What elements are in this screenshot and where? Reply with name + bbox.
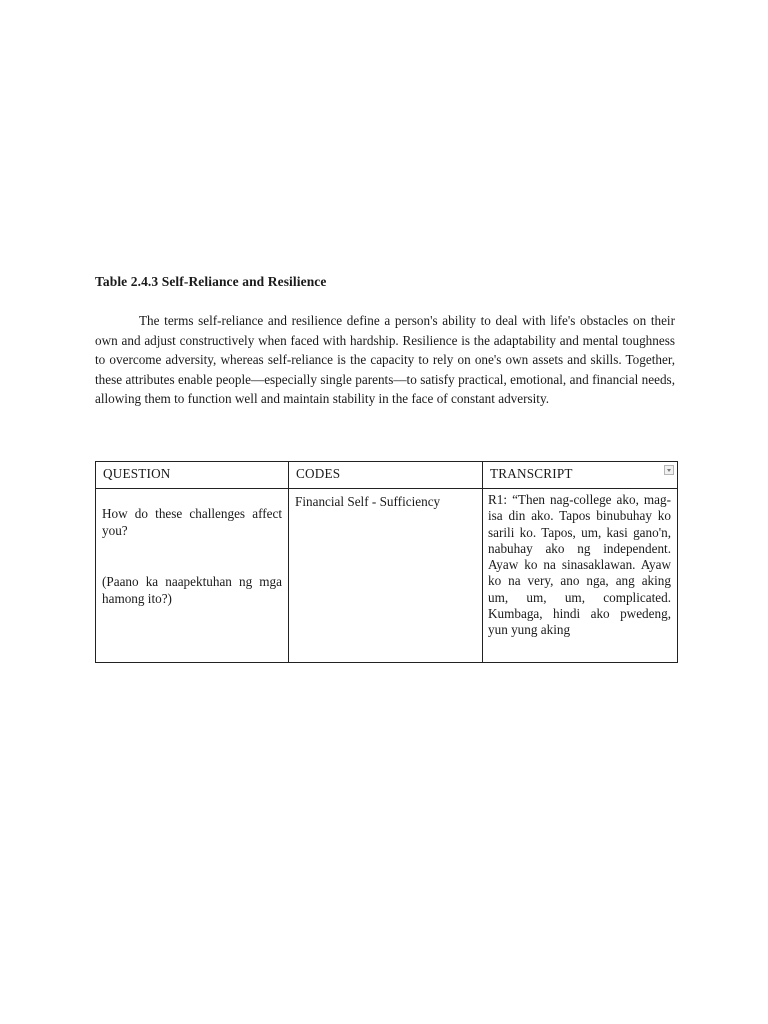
table-title: Table 2.4.3 Self-Reliance and Resilience (95, 274, 327, 289)
header-question (96, 462, 289, 489)
intro-paragraph: The terms self-reliance and resilience define a person's ability to deal with life's obstacles on their own and adjust constructively when faced with hardship. Resilience is the adaptability and mental toughness to overcome adversity, whereas self-reliance is the capacity to rely on one's own assets and skills. Together, these attributes enable people—especially single parents—to satisfy practical, emotional, and financial needs, allowing them to function well and maintain stability in the face of constant adversity. (95, 313, 675, 407)
header-transcript (483, 462, 678, 489)
header-transcript-label: TRANSCRIPT (490, 466, 573, 481)
code-text: Financial Self - Sufficiency (295, 494, 441, 509)
question-cell (96, 489, 289, 663)
table-header-row (96, 462, 678, 489)
header-question-label: QUESTION (103, 466, 171, 481)
transcript-text: R1: “Then nag-college ako, mag-isa din ako. Tapos binubuhay ko sarili ko. Tapos, um, kasi gano'n, nabuhay ako ng independent. Ayaw ko na sinasaklawan. Ayaw ko na very, ano nga, ang aking um, um, um, complicated. Kumbaga, hindi ako pwedeng, yun yung aking (488, 492, 671, 638)
dropdown-arrow-icon[interactable] (664, 465, 674, 475)
data-table (95, 461, 678, 663)
header-codes-label: CODES (296, 466, 341, 481)
transcript-cell (483, 489, 678, 663)
code-cell (289, 489, 483, 663)
header-codes (289, 462, 483, 489)
question-text: How do these challenges affect you? (102, 506, 282, 538)
table-row (96, 489, 678, 663)
question-translation: (Paano ka naapektuhan ng mga hamong ito?) (102, 574, 282, 606)
